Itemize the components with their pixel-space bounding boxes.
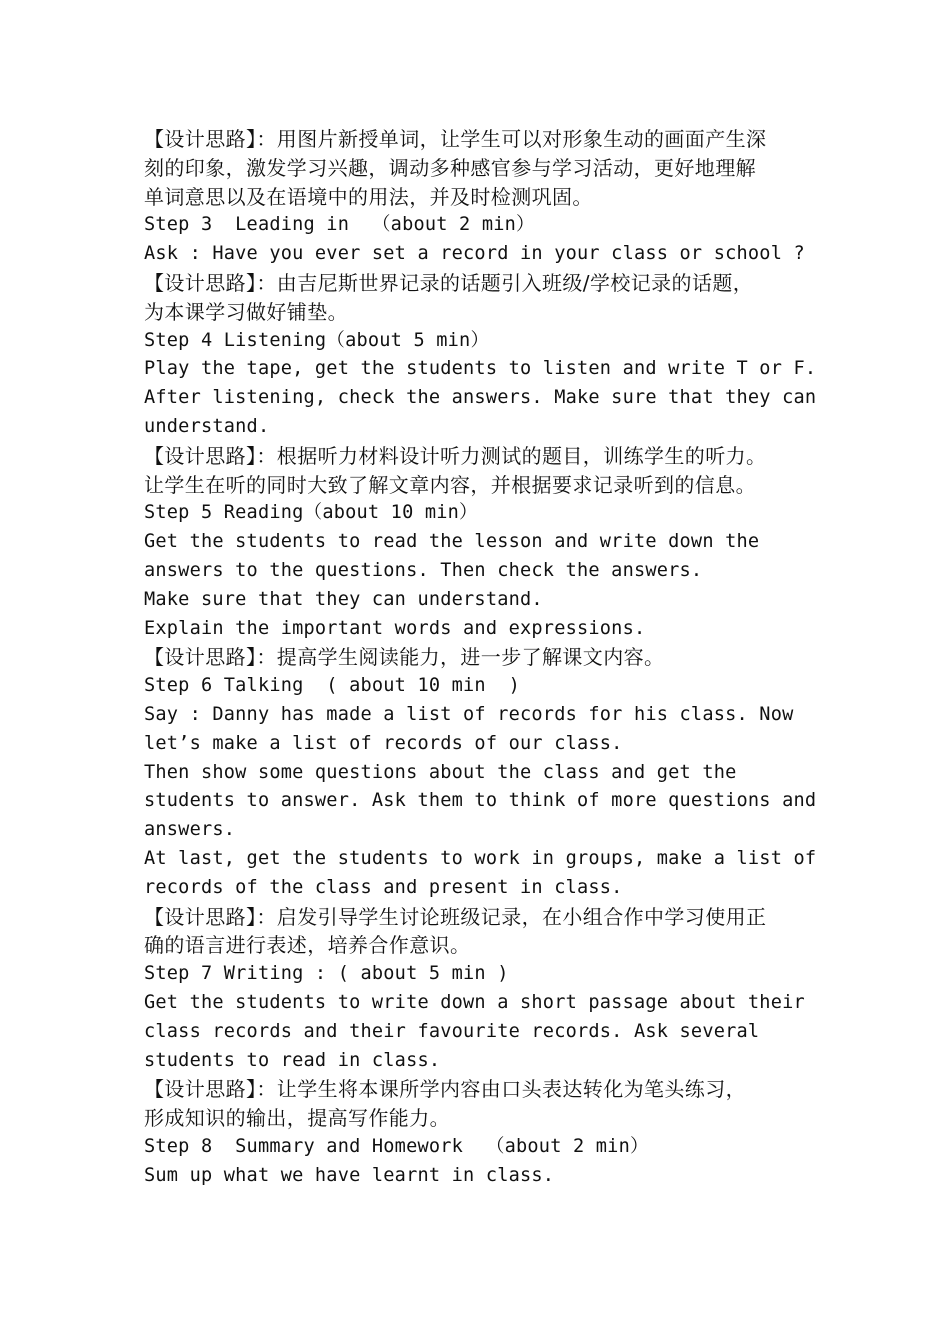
paragraph-line: understand. [144, 415, 270, 437]
paragraph-line: Then show some questions about the class and get the [144, 761, 737, 783]
design-idea-line: 【设计思路】：提高学生阅读能力，进一步了解课文内容。 [144, 645, 665, 670]
step-heading: Step 8 Summary and Homework （about 2 min） [144, 1135, 649, 1157]
paragraph-line: Sum up what we have learnt in class. [144, 1164, 555, 1186]
step-heading: Step 7 Writing : ( about 5 min ) [144, 963, 509, 985]
design-idea-line: 【设计思路】：由吉尼斯世界记录的话题引入班级/学校记录的话题， [144, 270, 754, 295]
paragraph-line: Get the students to read the lesson and write down the [144, 531, 760, 553]
paragraph-line: answers to the questions. Then check the answers. [144, 559, 703, 581]
paragraph-line: students to read in class. [144, 1049, 441, 1071]
design-idea-line: 为本课学习做好铺垫。 [144, 299, 348, 324]
design-idea-line: 单词意思以及在语境中的用法，并及时检测巩固。 [144, 184, 593, 209]
paragraph-line: records of the class and present in class. [144, 876, 623, 898]
design-idea-line: 【设计思路】：用图片新授单词，让学生可以对形象生动的画面产生深 [144, 127, 767, 151]
paragraph-line: Explain the important words and expressions. [144, 617, 646, 639]
paragraph-line: Make sure that they can understand. [144, 588, 543, 610]
paragraph-line: class records and their favourite records. Ask several [144, 1020, 760, 1042]
paragraph-line: After listening, check the answers. Make sure that they can [144, 387, 817, 409]
paragraph-line: let’s make a list of records of our class. [144, 732, 623, 754]
design-idea-line: 确的语言进行表述，培养合作意识。 [144, 933, 471, 958]
paragraph-line: Play the tape, get the students to listen and write T or F. [144, 358, 817, 380]
paragraph-line: Ask : Have you ever set a record in your class or school ? [144, 243, 805, 265]
step-heading: Step 3 Leading in （about 2 min） [144, 214, 535, 236]
design-idea-line: 【设计思路】：根据听力材料设计听力测试的题目，训练学生的听力。 [144, 443, 767, 468]
step-heading: Step 6 Talking ( about 10 min ) [144, 675, 521, 697]
paragraph-line: answers. [144, 819, 236, 841]
design-idea-line: 【设计思路】：让学生将本课所学内容由口头表达转化为笔头练习， [144, 1077, 746, 1102]
design-idea-line: 【设计思路】：启发引导学生讨论班级记录，在小组合作中学习使用正 [144, 904, 767, 929]
paragraph-line: Say : Danny has made a list of records for his class. Now [144, 703, 794, 725]
step-heading: Step 4 Listening（about 5 min） [144, 329, 490, 351]
step-heading: Step 5 Reading（about 10 min） [144, 502, 478, 524]
paragraph-line: Get the students to write down a short passage about their [144, 991, 805, 1013]
design-idea-line: 形成知识的输出，提高写作能力。 [144, 1106, 450, 1131]
design-idea-line: 让学生在听的同时大致了解文章内容，并根据要求记录听到的信息。 [144, 472, 756, 497]
paragraph-line: At last, get the students to work in groups, make a list of [144, 847, 817, 869]
design-idea-line: 刻的印象，激发学习兴趣，调动多种感官参与学习活动，更好地理解 [144, 155, 756, 180]
lesson-plan-text [144, 125, 817, 1190]
paragraph-line: students to answer. Ask them to think of more questions and [144, 790, 817, 812]
